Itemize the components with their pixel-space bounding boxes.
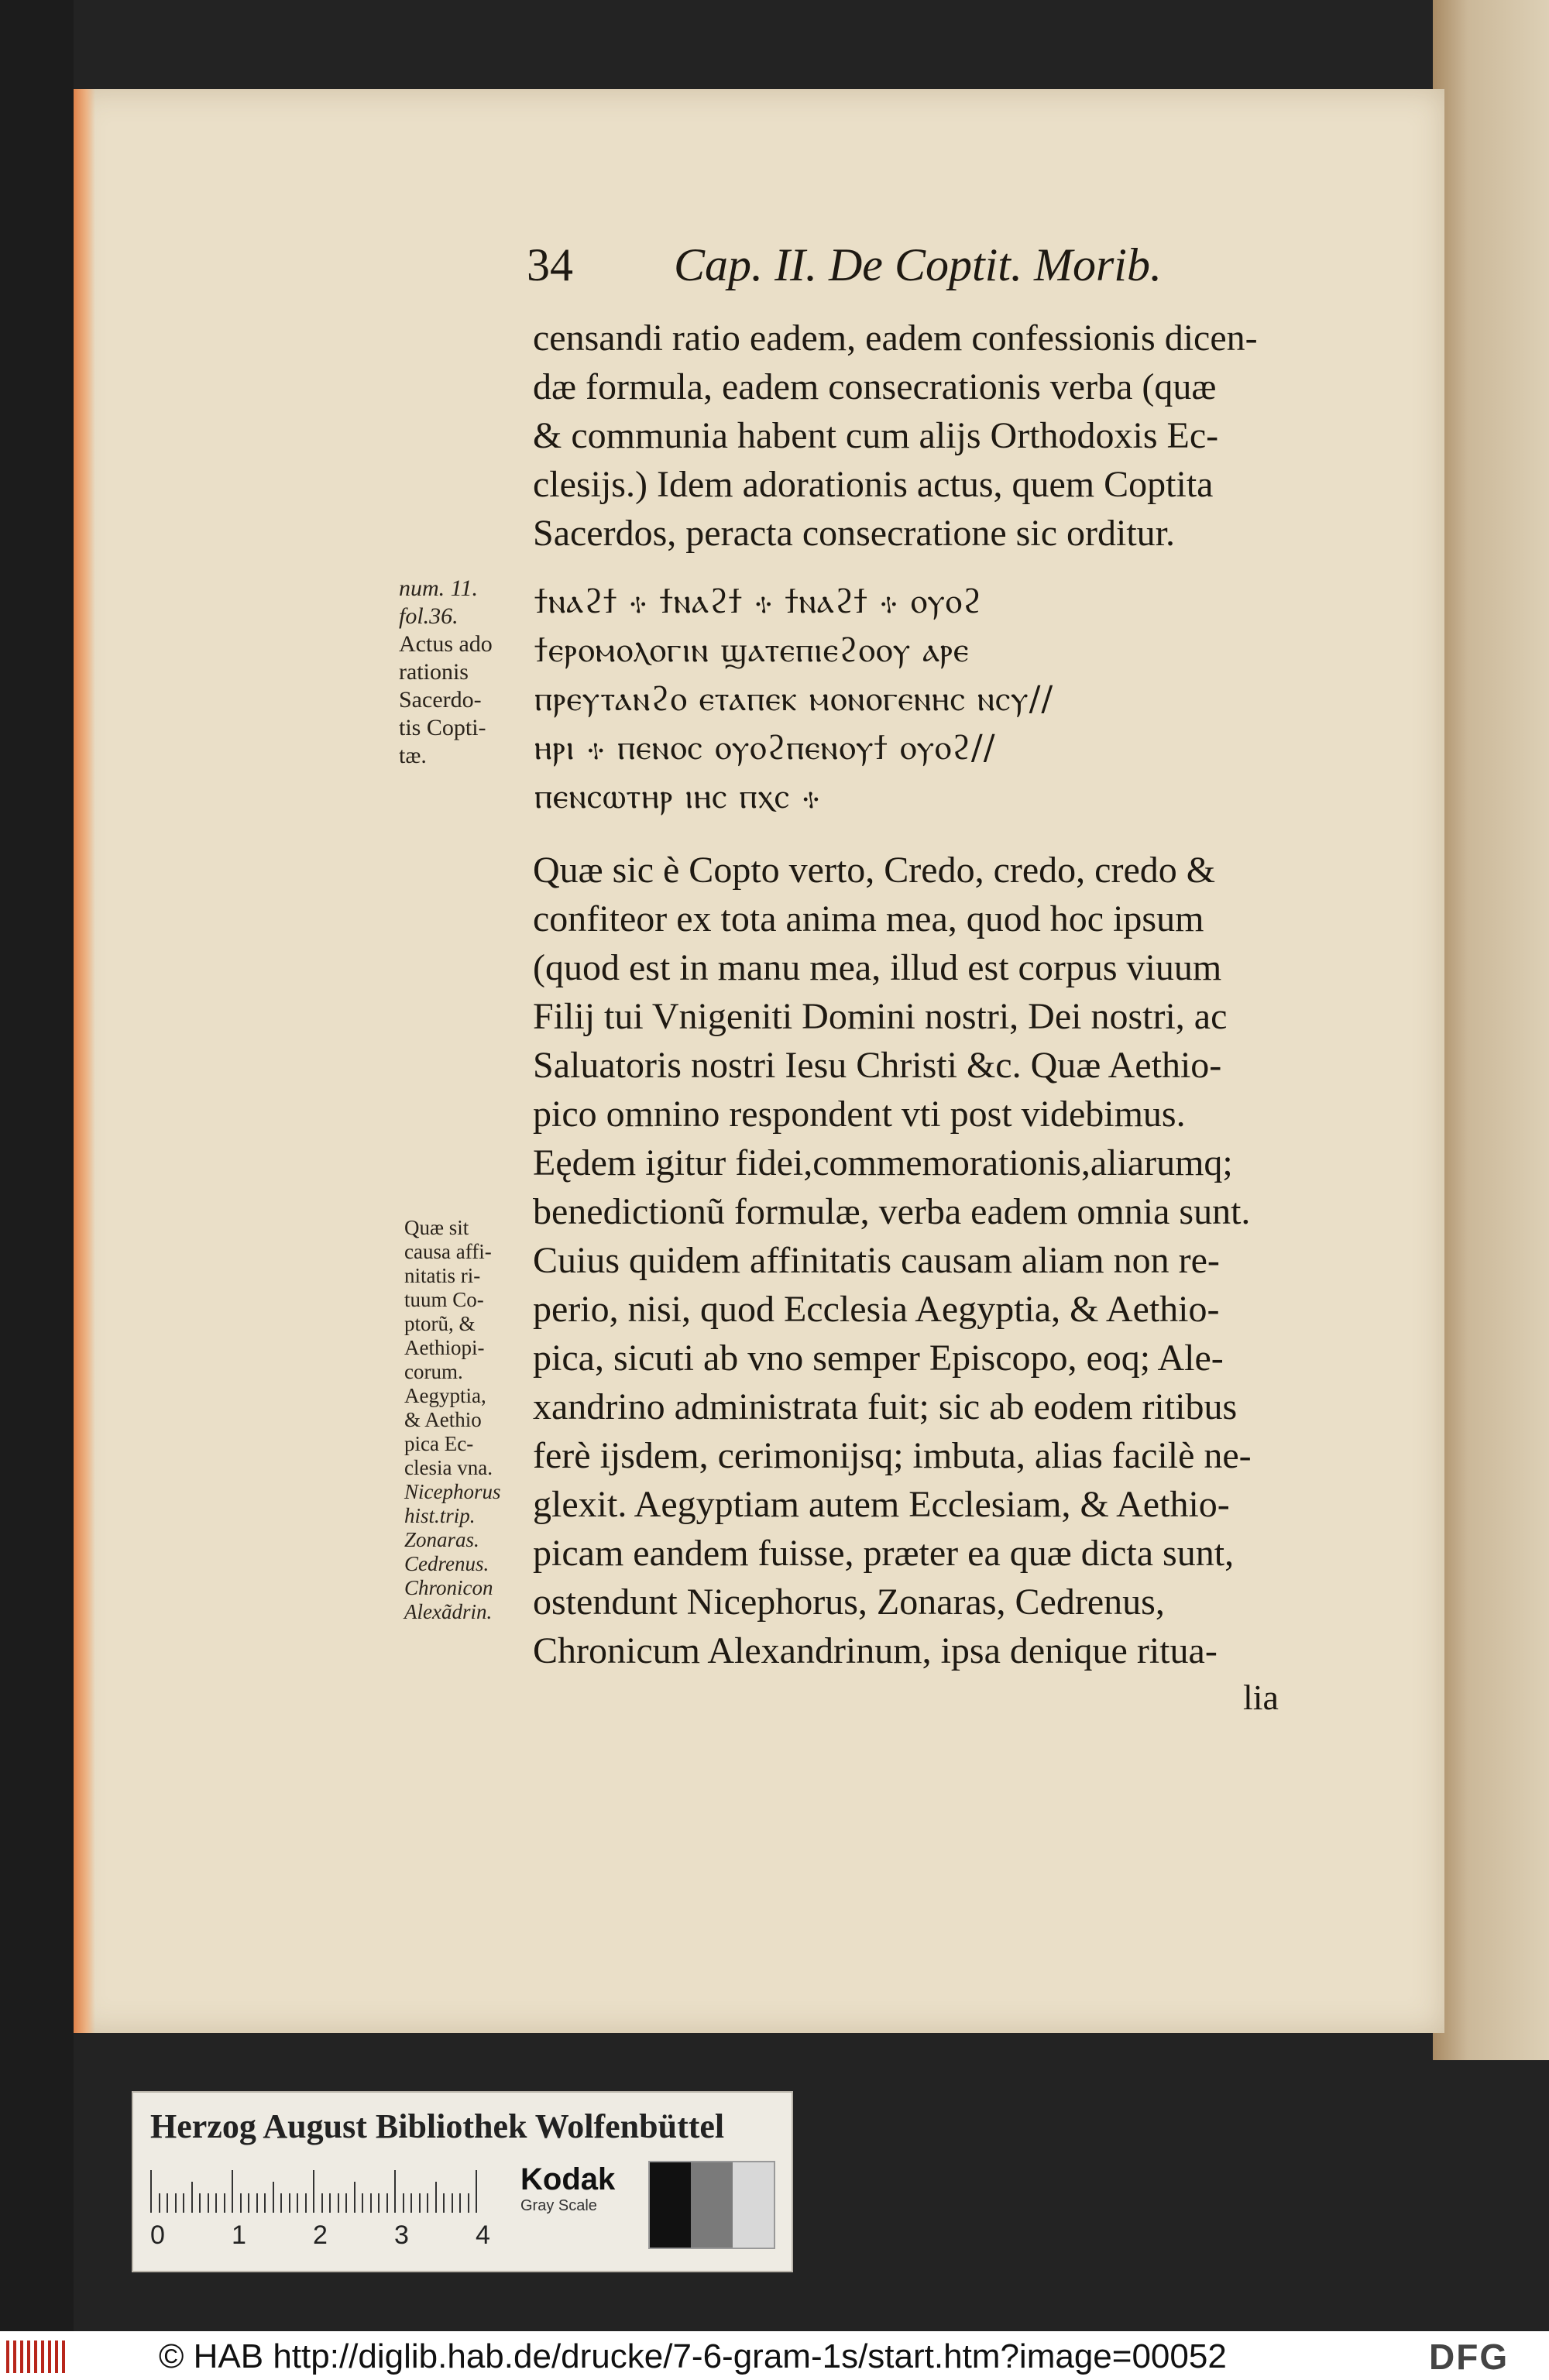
text-line: perio, nisi, quod Ecclesia Aegyptia, & Aethio- [533,1289,1220,1330]
ruler-tick [248,2193,249,2213]
ruler-number: 4 [476,2220,490,2250]
note-line: hist.trip. [404,1504,476,1527]
note-line: Cedrenus. [404,1552,489,1575]
ruler-tick [256,2193,258,2213]
ruler-tick [224,2193,225,2213]
note-line: pica Ec- [404,1432,474,1455]
ruler-tick [232,2170,233,2213]
text-line: benedictionũ formulæ, verba eadem omnia sunt. [533,1191,1251,1232]
ruler-numbers [150,2220,490,2251]
ruler-tick [410,2193,412,2213]
note-line: Alexãdrin. [404,1600,493,1623]
text-line: Cuius quidem affinitatis causam aliam non re- [533,1240,1220,1281]
ruler-tick [280,2193,282,2213]
text-line: xandrino administrata fuit; sic ab eodem ritibus [533,1386,1238,1427]
text-line: & communia habent cum alijs Orthodoxis Ec- [533,415,1219,456]
text-line: picam eandem fuisse, præter ea quæ dicta sunt, [533,1533,1235,1574]
ruler-tick [452,2193,453,2213]
text-line: confiteor ex tota anima mea, quod hoc ipsum [533,898,1204,939]
ruler-tick [476,2170,477,2213]
note-line: Actus ado [399,631,493,657]
ruler-tick [419,2193,421,2213]
margin-note-affinity [404,1216,501,1624]
ruler-tick [403,2193,404,2213]
note-line: tis Copti- [399,715,486,740]
note-line: nitatis ri- [404,1264,481,1287]
dfg-logo: DFG [1429,2337,1510,2377]
text-line: glexit. Aegyptiam autem Ecclesiam, & Aethio- [533,1484,1230,1525]
ruler-number: 3 [394,2220,409,2250]
ruler-tick [370,2193,372,2213]
text-line: ferè ijsdem, cerimonijsq; imbuta, alias facilè ne- [533,1435,1252,1476]
library-name: Herzog August Bibliothek Wolfenbüttel [150,2107,725,2145]
ruler-tick [345,2193,347,2213]
text-line: censandi ratio eadem, eadem confessionis dicen- [533,318,1258,359]
ruler-number: 0 [150,2220,165,2250]
ruler-tick [427,2193,428,2213]
note-line: causa affi- [404,1240,492,1263]
note-line: & Aethio [404,1408,482,1431]
running-title: Cap. II. De Coptit. Morib. [674,239,1162,290]
note-line: Nicephorus [404,1480,501,1503]
text-line: clesijs.) Idem adorationis actus, quem Coptita [533,464,1214,505]
coptic-passage [534,577,1340,821]
ruler-tick [289,2193,290,2213]
note-line: num. 11. [399,575,478,601]
text-line: Saluatoris nostri Iesu Christi &c. Quæ Aethio- [533,1045,1222,1086]
ruler-tick [297,2193,298,2213]
ruler-tick [183,2193,184,2213]
coptic-line: ϯⲛⲁϩϯ ⳾ ϯⲛⲁϩϯ ⳾ ϯⲛⲁϩϯ ⳾ ⲟⲩⲟϩ [534,582,982,621]
gray-scale-swatches [648,2161,775,2249]
ruler-tick [321,2193,323,2213]
ruler-tick [240,2193,242,2213]
ruler-tick [378,2193,380,2213]
catchword: lia [1243,1678,1279,1717]
text-line: Chronicum Alexandrinum, ipsa denique ritua- [533,1630,1218,1671]
kodak-brand: Kodak [520,2162,616,2196]
ruler-tick [167,2193,168,2213]
copyright-link[interactable]: © HAB http://diglib.hab.de/drucke/7-6-gram-1s/start.htm?image=00052 [159,2337,1227,2375]
swatch-light [733,2162,774,2248]
swatch-gray [691,2162,732,2248]
page-edge-stain [74,89,95,2033]
ruler-tick [199,2193,201,2213]
ruler-tick [264,2193,266,2213]
text-line: Quæ sic è Copto verto, Credo, credo, credo & [533,850,1216,891]
book-spine [0,0,74,2331]
ruler-tick [175,2193,177,2213]
ruler-tick [208,2193,209,2213]
page-header [527,239,1363,301]
page-number: 34 [527,239,573,290]
measurement-ruler [150,2166,476,2213]
note-line: Quæ sit [404,1216,469,1239]
note-line: rationis [399,659,469,685]
paragraph-1 [533,314,1346,558]
ruler-tick [394,2170,396,2213]
ruler-tick [150,2170,152,2213]
barcode-icon [6,2341,67,2373]
kodak-subtitle: Gray Scale [520,2197,597,2214]
ruler-tick [305,2193,307,2213]
ruler-tick [338,2193,339,2213]
note-line: tuum Co- [404,1288,484,1311]
note-line: Chronicon [404,1576,493,1599]
note-line: tæ. [399,743,427,768]
note-line: ptorũ, & [404,1312,476,1335]
footer-bar [0,2331,1549,2380]
ruler-tick [386,2193,388,2213]
coptic-line: ⲡⲣⲉⲩⲧⲁⲛϩⲟ ⲉⲧⲁⲡⲉⲕ ⲙⲟⲛⲟⲅⲉⲛⲏⲥ ⲛⲥⲩ// [534,679,1054,719]
note-line: Sacerdo- [399,687,482,713]
coptic-line: ⲏⲣⲓ ⳾ ⲡⲉⲛⲟⲥ ⲟⲩⲟϩⲡⲉⲛⲟⲩϯ ⲟⲩⲟϩ// [534,728,996,768]
ruler-tick [443,2193,445,2213]
text-line: Eędem igitur fidei,commemorationis,aliarumq; [533,1142,1233,1183]
text-line: dæ formula, eadem consecrationis verba (quæ [533,366,1217,407]
adjacent-page [1433,0,1549,2060]
ruler-number: 1 [232,2220,246,2250]
ruler-tick [329,2193,331,2213]
coptic-line: ⲡⲉⲛⲥⲱⲧⲏⲣ ⲓⲏⲥ ⲡⲭⲥ ⳾ [534,777,821,816]
ruler-tick [468,2193,469,2213]
ruler-tick [435,2182,437,2213]
ruler-tick [215,2193,217,2213]
text-line: Filij tui Vnigeniti Domini nostri, Dei nostri, ac [533,996,1228,1037]
note-line: Aethiopi- [404,1336,485,1359]
margin-note-adoration [399,575,493,770]
ruler-tick [459,2193,461,2213]
ruler-tick [191,2182,193,2213]
paragraph-2 [533,846,1346,1675]
text-line: Sacerdos, peracta consecratione sic orditur. [533,513,1175,554]
note-line: fol.36. [399,603,459,629]
ruler-tick [362,2193,363,2213]
color-reference-card [132,2091,793,2272]
ruler-number: 2 [313,2220,328,2250]
text-line: pico omnino respondent vti post videbimus. [533,1094,1186,1135]
kodak-logo [520,2162,615,2215]
coptic-line: ϯⲉⲣⲟⲙⲟⲗⲟⲅⲓⲛ ϣⲁⲧⲉⲡⲓⲉϩⲟⲟⲩ ⲁⲣⲉ [534,630,970,670]
ruler-tick [313,2170,314,2213]
note-line: corum. [404,1360,463,1383]
text-line: (quod est in manu mea, illud est corpus viuum [533,947,1222,988]
ruler-tick [354,2182,355,2213]
note-line: clesia vna. [404,1456,493,1479]
text-line: pica, sicuti ab vno semper Episcopo, eoq; Ale- [533,1338,1224,1379]
text-line: ostendunt Nicephorus, Zonaras, Cedrenus, [533,1582,1165,1623]
note-line: Zonaras. [404,1528,479,1551]
note-line: Aegyptia, [404,1384,486,1407]
ruler-tick [159,2193,160,2213]
swatch-black [650,2162,691,2248]
ruler-tick [273,2182,274,2213]
